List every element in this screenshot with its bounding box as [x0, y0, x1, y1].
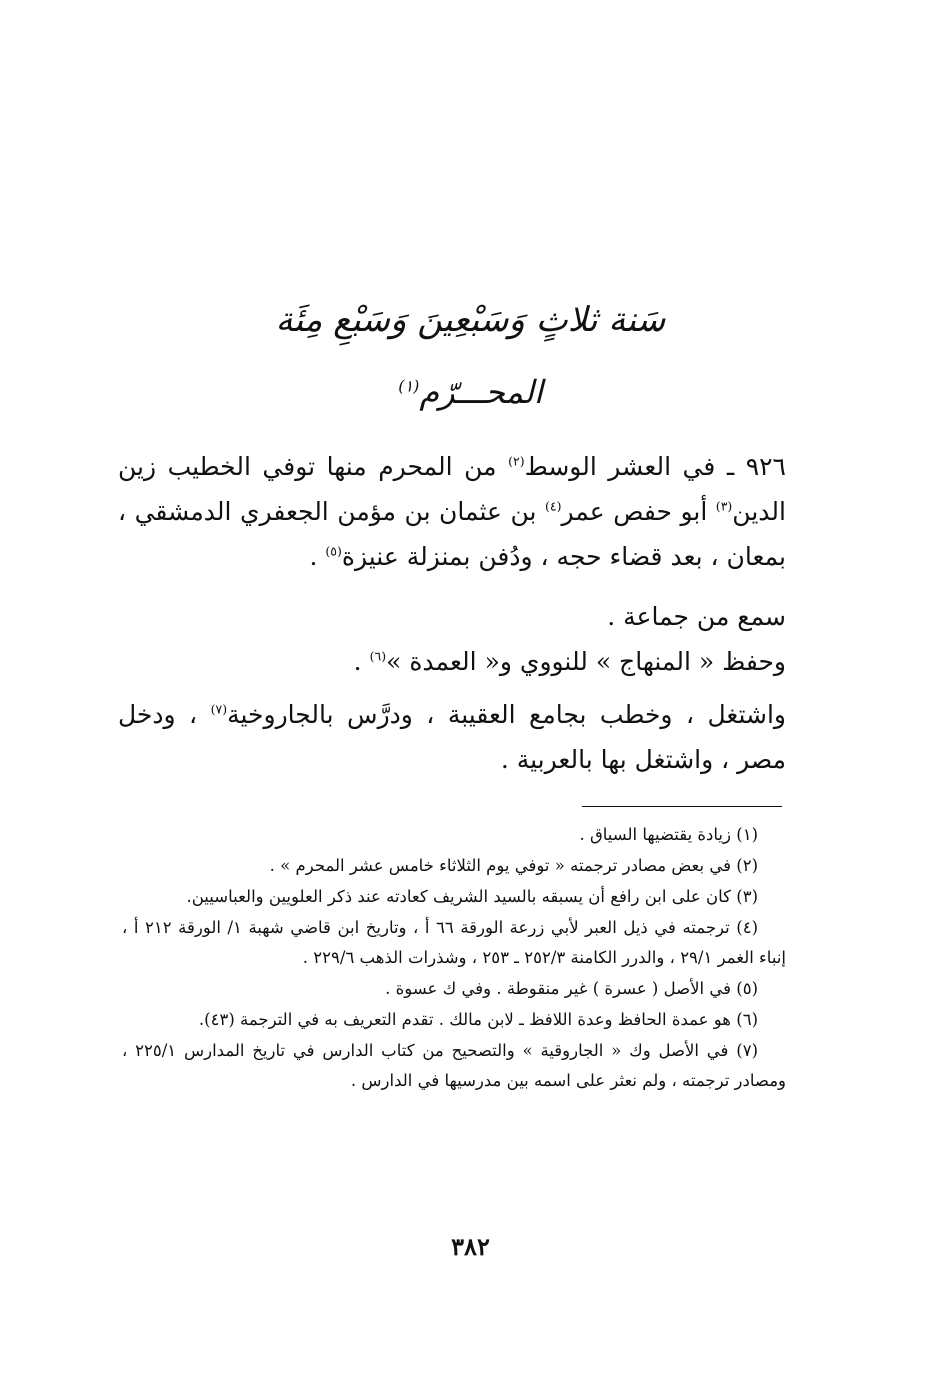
paragraph-text: .	[309, 542, 326, 571]
paragraph-text: ٩٢٦ ـ في العشر الوسط	[524, 452, 786, 481]
paragraph-text: .	[353, 647, 370, 676]
footnote-ref-5: (٥)	[325, 543, 342, 559]
month-heading-text: المحـــرّم	[419, 373, 543, 411]
paragraph-text: من المحرم منها توفي الخطيب زين الدين	[118, 452, 786, 526]
paragraph-text: أبو حفص عمر	[561, 497, 716, 526]
paragraph-career	[118, 692, 786, 782]
footnote-6: (٦) هو عمدة الحافظ وعدة اللافظ ـ لابن مالك . تقدم التعريف به في الترجمة (٤٣).	[198, 1010, 758, 1029]
footnote-ref-4: (٤)	[545, 498, 562, 514]
footnote-3: (٣) كان على ابن رافع أن يسبقه بالسيد الشريف كعادته عند ذكر العلويين والعباسيين.	[186, 887, 758, 906]
footnote-5: (٥) في الأصل ( عسرة ) غير منقوطة . وفي ك عسوة .	[385, 979, 758, 998]
page-number: ٣٨٢	[451, 1232, 490, 1261]
footnote-4: (٤) ترجمته في ذيل العبر لأبي زرعة الورقة ٦٦ أ ، وتاريخ ابن قاضي شهبة ١/ الورقة ٢١٢ أ ، إنباء الغمر ٢٩/١ ، والدرر الكامنة ٢٥٢/٣ ـ ٢٥٣ ، وشذرات الذهب ٢٢٩/٦ .	[122, 918, 786, 967]
footnote-2: (٢) في بعض مصادر ترجمته « توفي يوم الثلاثاء خامس عشر المحرم » .	[269, 856, 758, 875]
footnote-ref-6: (٦)	[369, 648, 387, 664]
footnote-ref-3: (٣)	[715, 498, 733, 514]
footnotes	[122, 820, 786, 1096]
paragraph-entry-926	[118, 444, 786, 579]
paragraph-heard: سمع من جماعة .	[607, 602, 786, 631]
paragraph-text: بن عثمان بن مؤمن الجعفري الدمشقي ، بمعان ، بعد قضاء حجه ، ودُفن بمنزلة عنيزة	[118, 497, 786, 571]
footnote-divider	[582, 806, 782, 807]
footnote-7: (٧) في الأصل وك « الجاروقية » والتصحيح من كتاب الدارس في تاريخ المدارس ٢٢٥/١ ، ومصادر ترجمته ، ولم نعثر على اسمه بين مدرسيها في الدارس .	[122, 1041, 786, 1090]
month-heading	[0, 366, 941, 418]
footnote-ref-1: (١)	[398, 376, 420, 396]
paragraph-text: واشتغل ، وخطب بجامع العقيبة ، ودرَّس بالجاروخية	[227, 700, 787, 729]
footnote-ref-7: (٧)	[210, 701, 228, 717]
paragraph-text: ، ودخل مصر ، واشتغل بها بالعربية .	[118, 700, 786, 774]
year-heading: سَنة ثلاثٍ وَسَبْعِينَ وَسَبْعِ مِئَة	[275, 300, 666, 340]
footnote-1: (١) زيادة يقتضيها السياق .	[579, 825, 758, 844]
paragraph-memorized	[118, 639, 786, 684]
footnote-ref-2: (٢)	[508, 453, 525, 469]
main-text	[118, 444, 786, 782]
paragraph-text: وحفظ « المنهاج » للنووي و« العمدة »	[386, 647, 786, 676]
